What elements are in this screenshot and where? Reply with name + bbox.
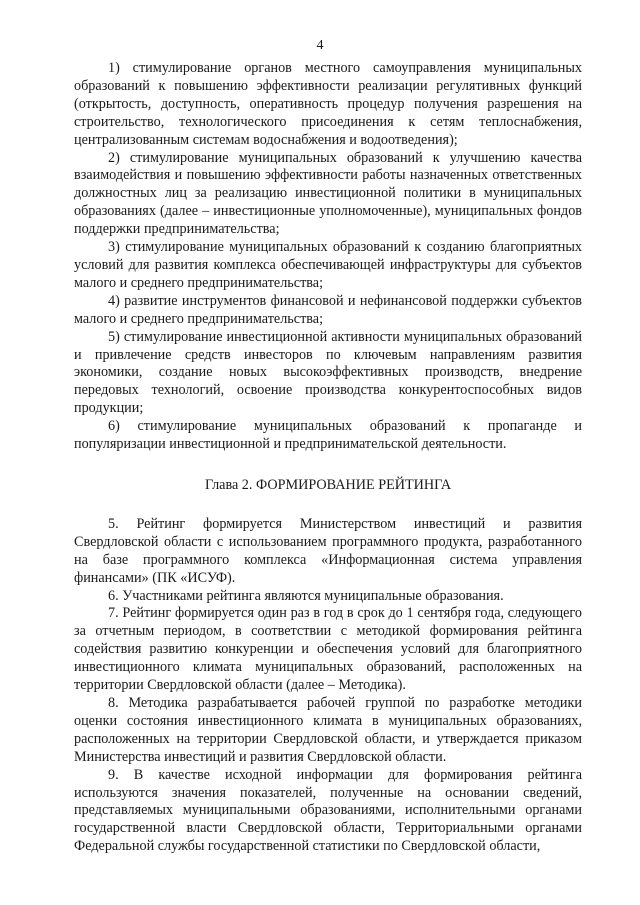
list-item: 1) стимулирование органов местного самоуправления муниципальных образований к повышению эффективности реализации регулятивных функций (открытость, доступность, оперативность процедур получения разрешения на строительство, технологического присоединения к сетям теплоснабжения, централизованным системам водоснабжения и водоотведения); bbox=[74, 60, 582, 148]
page-number: 4 bbox=[316, 38, 324, 53]
list-item: 6) стимулирование муниципальных образований к пропаганде и популяризации инвестиционной и предпринимательской деятельности. bbox=[74, 418, 582, 453]
clause-paragraph: 8. Методика разрабатывается рабочей группой по разработке методики оценки состояния инвестиционного климата в муниципальных образованиях, расположенных на территории Свердловской области, и утверждается приказом Министерства инвестиций и развития Свердловской области. bbox=[74, 695, 582, 765]
chapter-heading: Глава 2. ФОРМИРОВАНИЕ РЕЙТИНГА bbox=[204, 476, 452, 493]
clause-paragraph: 9. В качестве исходной информации для формирования рейтинга используются значения показателей, полученные на основании сведений, представляемых муниципальными образованиями, исполнительными органами государственной власти Свердловской области, Территориальными органами Федеральной службы государственной статистики по Свердловской области, bbox=[74, 766, 582, 855]
clause-paragraph: 7. Рейтинг формируется один раз в год в срок до 1 сентября года, следующего за отчетным периодом, в соответствии с методикой формирования рейтинга содействия развитию конкуренции и обеспечения условий для благоприятного инвестиционного климата муниципальных образований, расположенных на территории Свердловской области (далее – Методика). bbox=[74, 605, 582, 694]
list-item: 5) стимулирование инвестиционной активности муниципальных образований и привлечение средств инвесторов по ключевым направлениям развития экономики, создание новых высокоэффективных производств, внедрение передовых технологий, освоение производства конкурентоспособных видов продукции; bbox=[74, 328, 582, 417]
list-item: 3) стимулирование муниципальных образований к созданию благоприятных условий для развития комплекса обеспечивающей инфраструктуры для субъектов малого и среднего предпринимательства; bbox=[74, 239, 582, 291]
list-item: 4) развитие инструментов финансовой и нефинансовой поддержки субъектов малого и среднего предпринимательства; bbox=[74, 292, 582, 327]
document-body bbox=[74, 60, 582, 856]
clause-paragraph: 6. Участниками рейтинга являются муниципальные образования. bbox=[108, 587, 504, 604]
list-item: 2) стимулирование муниципальных образований к улучшению качества взаимодействия и повышению эффективности работы назначенных ответственных должностных лиц за реализацию инвестиционной политики в муниципальных образованиях (далее – инвестиционные уполномоченные), муниципальных фондов поддержки предпринимательства; bbox=[74, 149, 582, 238]
clause-paragraph: 5. Рейтинг формируется Министерством инвестиций и развития Свердловской области с использованием программного продукта, разработанного на базе программного комплекса «Информационная система управления финансами» (ПК «ИСУФ). bbox=[74, 515, 582, 586]
